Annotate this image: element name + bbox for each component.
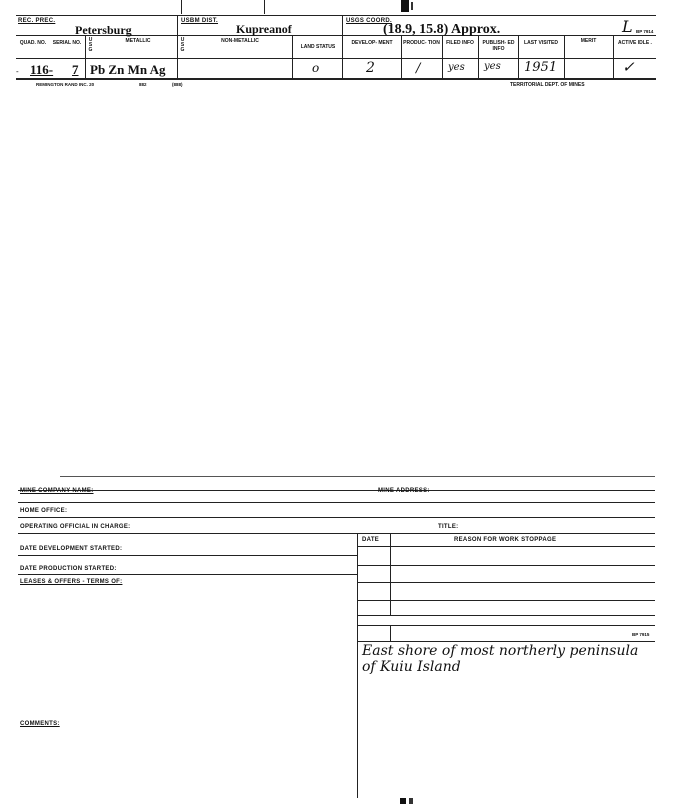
col-non-metallic: NON-METALLIC bbox=[221, 38, 259, 44]
serial-no-value: 7 bbox=[72, 62, 79, 77]
col-usg-2: U S G bbox=[180, 37, 185, 53]
reason-header: REASON FOR WORK STOPPAGE bbox=[454, 537, 557, 543]
divider bbox=[390, 625, 391, 641]
divider bbox=[177, 15, 178, 79]
divider bbox=[85, 35, 86, 79]
col-active-idle: ACTIVE IDLE . bbox=[618, 40, 652, 46]
rule bbox=[16, 78, 656, 80]
leases-label: LEASES & OFFERS - TERMS OF: bbox=[20, 579, 123, 585]
form-number-2: BP 7915 bbox=[632, 632, 650, 637]
rule bbox=[60, 476, 655, 477]
rule bbox=[18, 517, 655, 518]
col-serial-no: SERIAL NO. bbox=[52, 40, 82, 46]
divider bbox=[342, 15, 343, 79]
rule bbox=[18, 490, 655, 491]
divider bbox=[181, 0, 182, 14]
rec-prec-value: Petersburg bbox=[75, 23, 132, 37]
printer-code: 882 bbox=[139, 82, 147, 87]
rule bbox=[357, 600, 655, 601]
divider bbox=[613, 35, 614, 79]
punch-mark bbox=[400, 798, 406, 804]
active-check: ✓ bbox=[622, 58, 635, 76]
dev-started-label: DATE DEVELOPMENT STARTED: bbox=[20, 546, 123, 552]
rule bbox=[357, 546, 655, 547]
form-number: BP 7914 bbox=[636, 29, 654, 34]
divider bbox=[518, 35, 519, 79]
printer-mark: REMINGTON RAND INC. 20 bbox=[36, 82, 95, 87]
col-land-status: LAND STATUS bbox=[300, 44, 336, 50]
land-status-value: o bbox=[312, 61, 320, 75]
divider bbox=[564, 35, 565, 79]
filed-info-value: yes bbox=[448, 62, 465, 73]
home-office-label: HOME OFFICE: bbox=[20, 508, 68, 514]
published-info-value: yes bbox=[484, 61, 501, 72]
usgs-coord-value: (18.9, 15.8) Approx. bbox=[383, 22, 501, 37]
divider bbox=[478, 35, 479, 79]
punch-mark bbox=[401, 0, 409, 12]
handwritten-mark: L bbox=[622, 17, 633, 36]
divider bbox=[264, 0, 265, 14]
location-note-2: of Kuiu Island bbox=[362, 659, 461, 675]
metallic-value: Pb Zn Mn Ag bbox=[90, 62, 166, 77]
prod-started-label: DATE PRODUCTION STARTED: bbox=[20, 566, 117, 572]
rule bbox=[357, 641, 655, 642]
col-metallic: METALLIC bbox=[125, 38, 151, 44]
mine-company-label: MINE COMPANY NAME: bbox=[20, 488, 94, 494]
mine-address-label: MINE ADDRESS: bbox=[378, 488, 430, 494]
department: TERRITORIAL DEPT. OF MINES bbox=[510, 82, 585, 88]
production-value: / bbox=[416, 61, 421, 76]
title-label: TITLE: bbox=[438, 524, 459, 530]
rule bbox=[357, 582, 655, 583]
rec-prec-label: REC. PREC. bbox=[18, 18, 56, 24]
rule bbox=[16, 15, 656, 16]
col-development: DEVELOP- MENT bbox=[351, 40, 393, 46]
col-merit: MERIT bbox=[580, 38, 597, 44]
punch-mark bbox=[411, 2, 413, 10]
location-note-1: East shore of most northerly peninsula bbox=[362, 643, 639, 659]
divider bbox=[357, 533, 358, 798]
date-header: DATE bbox=[362, 537, 380, 543]
punch-mark bbox=[409, 798, 413, 804]
rule bbox=[18, 574, 358, 575]
operating-official-label: OPERATING OFFICIAL IN CHARGE: bbox=[20, 524, 131, 530]
printer-code-2: (888) bbox=[172, 82, 183, 87]
divider bbox=[442, 35, 443, 79]
col-last-visited: LAST VISITED bbox=[524, 40, 558, 46]
col-filed-info: FILED INFO bbox=[446, 40, 474, 46]
quad-no-value: 116- bbox=[30, 62, 54, 77]
col-production: PRODUC- TION bbox=[403, 40, 440, 46]
usgs-coord-label: USGS COORD. bbox=[346, 18, 392, 24]
rule bbox=[357, 615, 655, 616]
rule bbox=[16, 58, 656, 59]
development-value: 2 bbox=[366, 60, 375, 76]
rule bbox=[18, 502, 655, 503]
divider bbox=[292, 35, 293, 79]
col-quad-no: QUAD. NO. bbox=[19, 40, 47, 46]
rule bbox=[18, 533, 655, 534]
usbm-dist-label: USBM DIST. bbox=[181, 18, 219, 24]
comments-label: COMMENTS: bbox=[20, 721, 60, 727]
last-visited-value: 1951 bbox=[524, 60, 558, 75]
usbm-dist-value: Kupreanof bbox=[236, 22, 292, 36]
rule bbox=[357, 625, 655, 626]
col-published-info: PUBLISH- ED INFO bbox=[482, 40, 515, 52]
col-usg-1: U S G bbox=[88, 37, 93, 53]
rule bbox=[18, 555, 358, 556]
divider bbox=[401, 35, 402, 79]
rule bbox=[357, 565, 655, 566]
row-tick: - bbox=[16, 67, 19, 76]
